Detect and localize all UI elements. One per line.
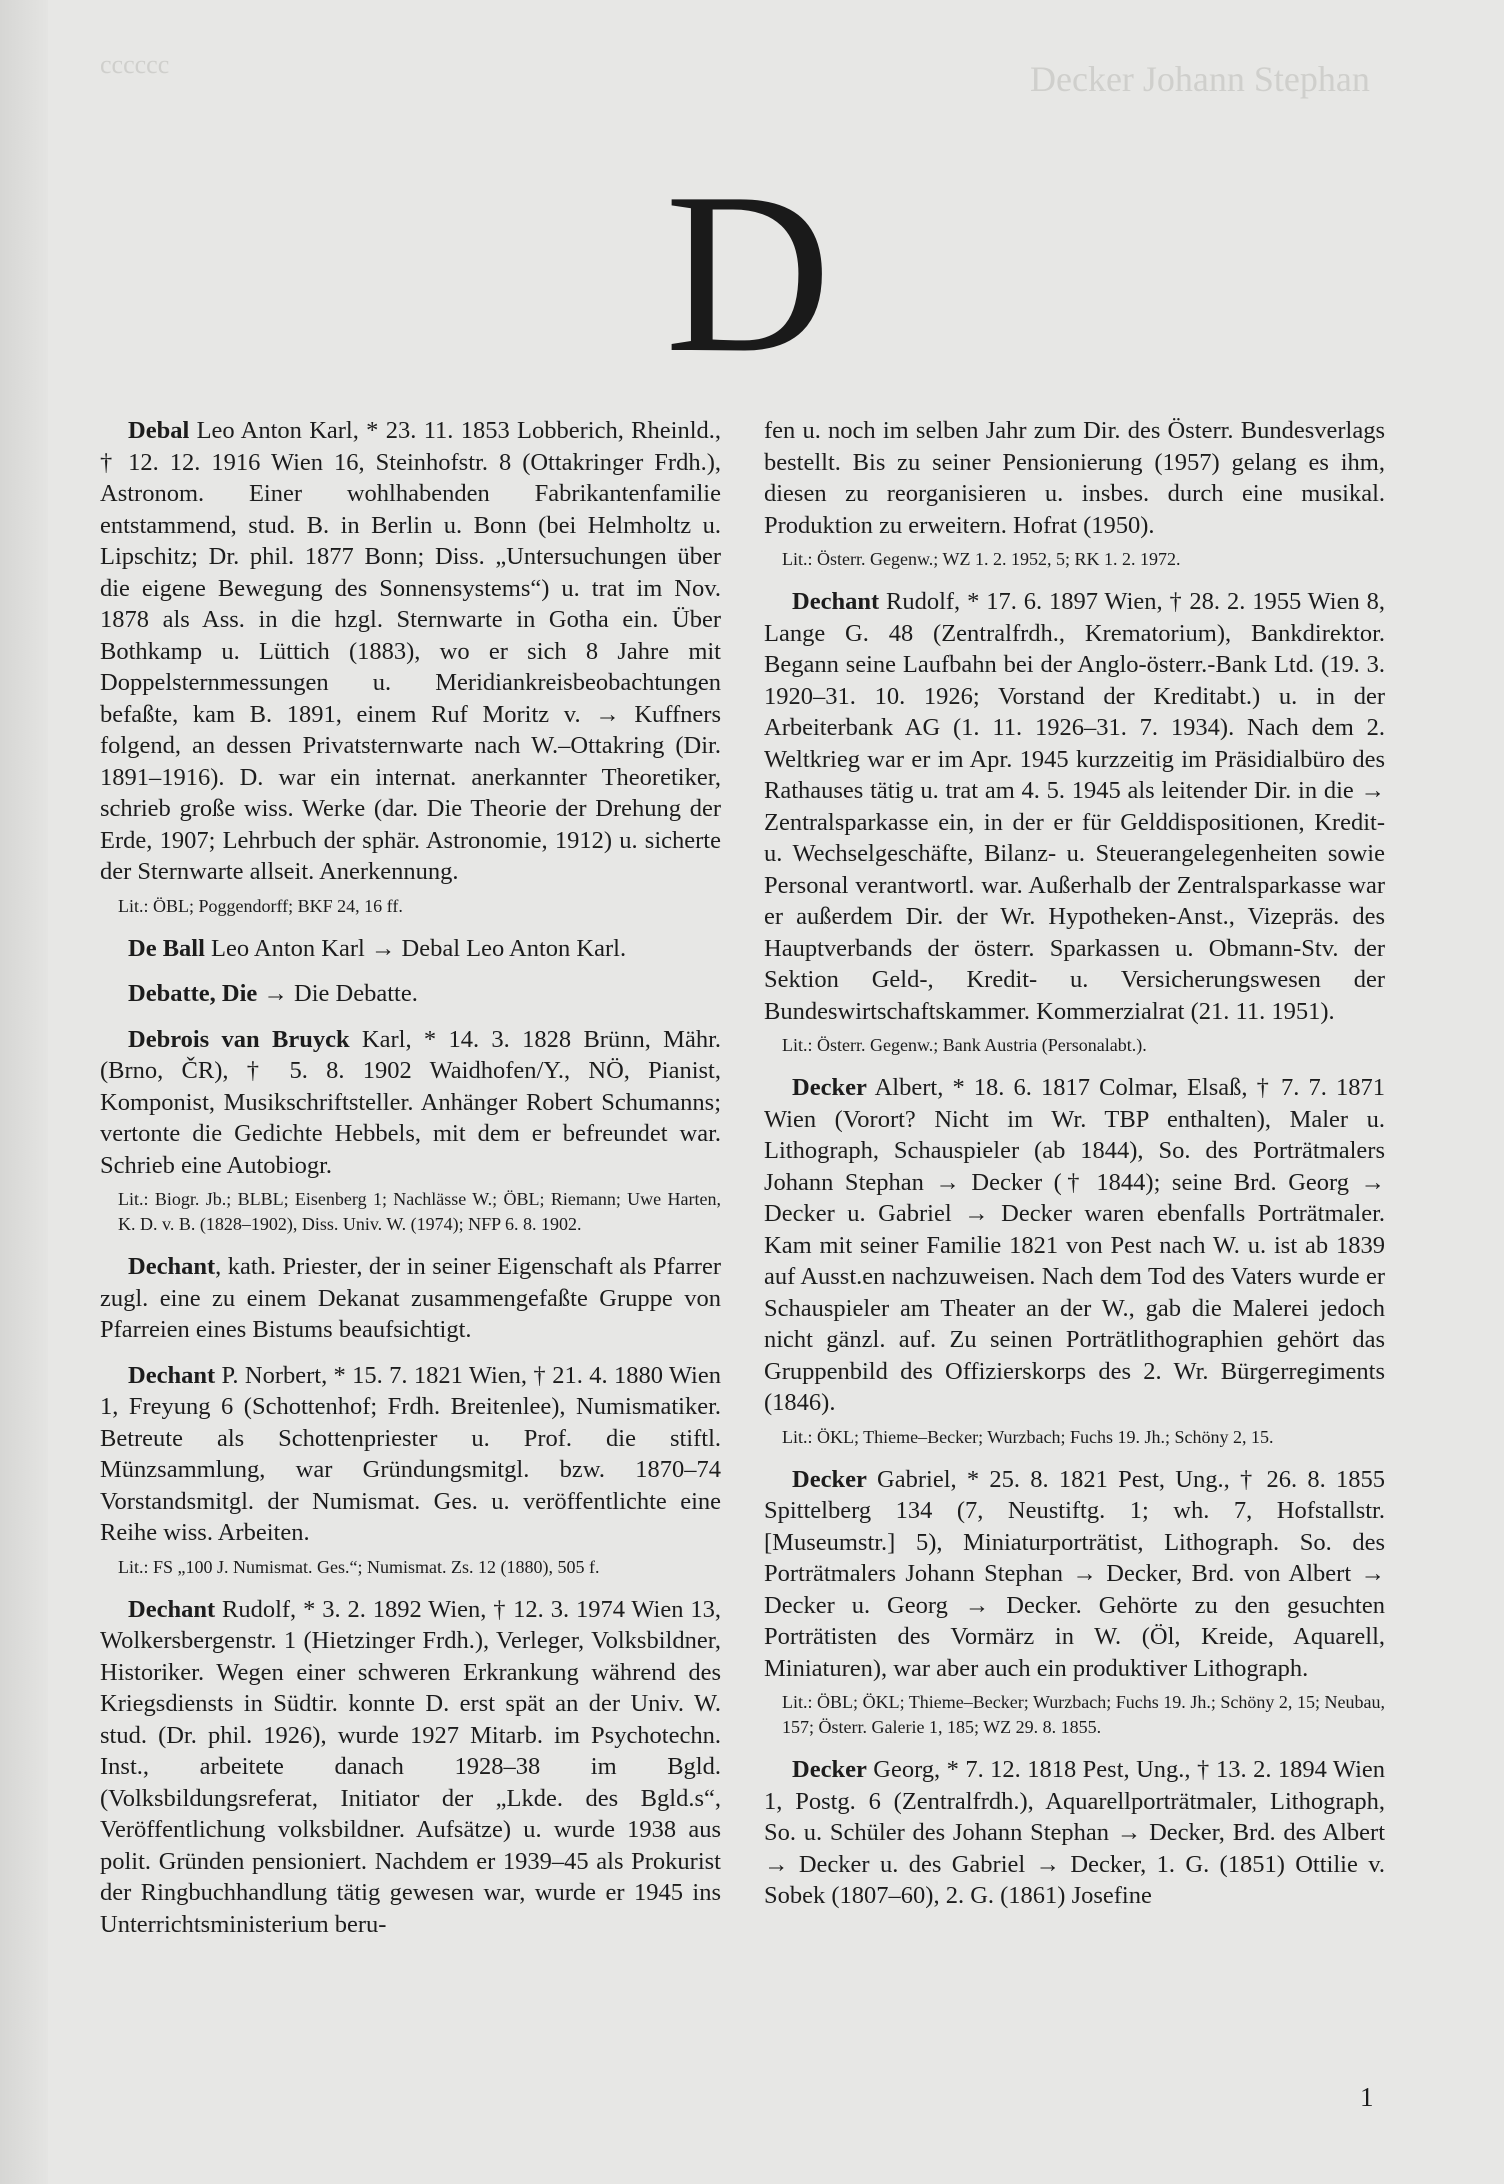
entry [100, 1594, 721, 1941]
headword: Dechant [792, 588, 880, 615]
right-column [764, 415, 1385, 1926]
entry-text: Georg, * 7. 12. 1818 Pest, Ung., † 13. 2. 1894 Wien 1, Postg. 6 (Zentralfrdh.), Aquarellporträtmaler, Lithograph, So. u. Schüler des Johann Stephan → Decker, Brd. des Albert → Decker u. des Gabriel → Decker, 1. G. (1851) Ottilie v. Sobek (1807–60), 2. G. (1861) Josefine [764, 1756, 1385, 1909]
entry-text: Albert, * 18. 6. 1817 Colmar, Elsaß, † 7. 7. 1871 Wien (Vorort? Nicht im Wr. TBP enthalten), Maler u. Lithograph, Schauspieler (ab 1844), So. des Porträtmalers Johann Stephan → Decker († 1844); seine Brd. Georg → Decker u. Gabriel → Decker waren ebenfalls Porträtmaler. Kam mit seiner Familie 1821 von Pest nach W. u. ist ab 1839 auf Ausst.en nachzuweisen. Nach dem Tod des Vaters wurde er Schauspieler am Theater an der W., gab die Malerei jedoch nicht gänzl. auf. Zu seinen Porträtlithographien gehört das Gruppenbild des Offizierskorps des 2. Wr. Bürgerregiments (1846). [764, 1074, 1385, 1416]
headword: Debal [128, 417, 190, 444]
entry [100, 415, 721, 919]
left-column [100, 415, 721, 1954]
entry [100, 1360, 721, 1580]
headword: Dechant [128, 1595, 216, 1623]
entry [100, 978, 721, 1010]
headword: De Ball [128, 934, 205, 962]
entry [764, 415, 1385, 572]
headword: Decker [792, 1465, 867, 1493]
entry-text: Leo Anton Karl, * 23. 11. 1853 Lobberich, Rheinld., † 12. 12. 1916 Wien 16, Steinhofstr. 8 (Ottakringer Frdh.), Astronom. Einer wohlhabenden Fabrikantenfamilie entstammend, stud. B. in Berlin u. Bonn (bei Helmholtz u. Lipschitz; Dr. phil. 1877 Bonn; Diss. „Untersuchungen über die eigene Bewegung des Sonnensystems“) u. trat im Nov. 1878 als Ass. in die hzgl. Sternwarte in Gotha ein. Über Bothkamp u. Lüttich (1883), wo er sich 8 Jahre mit Doppelsternmessungen u. Meridiankreisbeobachtungen befaßte, kam B. 1891, einem Ruf Moritz v. → Kuffners folgend, an dessen Privatsternwarte nach W.–Ottakring (Dir. 1891–1916). D. war ein internat. anerkannter Theoretiker, schrieb große wiss. Werke (dar. Die Theorie der Drehung der Erde, 1907; Lehrbuch der sphär. Astronomie, 1912) u. sicherte der Sternwarte allseit. Anerkennung. [100, 417, 721, 885]
entry-text: Gabriel, * 25. 8. 1821 Pest, Ung., † 26. 8. 1855 Spittelberg 134 (7, Neustiftg. 1; wh. 7, Hofstallstr. [Museumstr.] 5), Miniaturporträtist, Lithograph. So. des Porträtmalers Johann Stephan → Decker, Brd. von Albert → Decker u. Georg → Decker. Gehörte zu den gesuchten Porträtisten des Vormärz in W. (Öl, Kreide, Aquarell, Miniaturen), war aber auch ein produktiver Lithograph. [764, 1465, 1385, 1682]
entry-text: Karl, * 14. 3. 1828 Brünn, Mähr. (Brno, ČR), † 5. 8. 1902 Waidhofen/Y., NÖ, Pianist, Komponist, Musikschriftsteller. Anhänger Robert Schumanns; vertonte die Gedichte Hebbels, mit dem er befreundet war. Schrieb eine Autobiogr. [100, 1025, 722, 1179]
headword: Dechant [128, 1253, 216, 1280]
entry-literature: Lit.: Österr. Gegenw.; Bank Austria (Personalabt.). [782, 1035, 1147, 1055]
entry-text: fen u. noch im selben Jahr zum Dir. des Österr. Bundesverlags bestellt. Bis zu seiner Pensionierung (1957) gelang es ihm, diesen zu reorganisieren u. insbes. durch eine musikal. Produktion zu erweitern. Hofrat (1950). [764, 417, 1385, 539]
entry-text: → Die Debatte. [257, 980, 418, 1007]
headword: Dechant [128, 1361, 216, 1389]
entry-literature: Lit.: Österr. Gegenw.; WZ 1. 2. 1952, 5; RK 1. 2. 1972. [782, 549, 1181, 569]
entry [764, 586, 1385, 1058]
entry-text: P. Norbert, * 15. 7. 1821 Wien, † 21. 4. 1880 Wien 1, Freyung 6 (Schottenhof; Frdh. Breitenlee), Numismatiker. Betreute als Schottenpriester u. Prof. die stiftl. Münzsammlung, war Gründungsmitgl. bzw. 1870–74 Vorstandsmitgl. der Numismat. Ges. u. veröffentlichte eine Reihe wiss. Arbeiten. [100, 1361, 721, 1546]
headword: Decker [792, 1756, 867, 1783]
page-edge [0, 0, 48, 2184]
headword: Debrois van Bruyck [128, 1025, 350, 1053]
entry-literature: Lit.: ÖKL; Thieme–Becker; Wurzbach; Fuchs 19. Jh.; Schöny 2, 15. [782, 1426, 1274, 1447]
bleed-through-text: cccccc [100, 50, 170, 79]
headword: Debatte, Die [128, 980, 258, 1007]
entry-text: Rudolf, * 17. 6. 1897 Wien, † 28. 2. 1955 Wien 8, Lange G. 48 (Zentralfrdh., Krematorium), Bankdirektor. Begann seine Laufbahn bei der Anglo-österr.-Bank Ltd. (19. 3. 1920–31. 10. 1926; Vorstand der Kreditabt.) u. in der Arbeiterbank AG (1. 11. 1926–31. 7. 1934). Nach dem 2. Weltkrieg war er im Apr. 1945 kurzzeitig im Präsidialbüro des Rathauses tätig u. trat am 4. 5. 1945 als leitender Dir. in die → Zentralsparkasse ein, in der er für Gelddispositionen, Kredit- u. Wechselgeschäfte, Bilanz- u. Steuerangelegenheiten sowie Personal verantwortl. war. Außerhalb der Zentralsparkasse war er außerdem Dir. der Wr. Hypotheken-Anst., Vizepräs. des Hauptverbands der österr. Sparkassen u. Obmann-Stv. der Sektion Geld-, Kredit- u. Versicherungswesen der Bundeswirtschaftskammer. Kommerzialrat (21. 11. 1951). [764, 588, 1385, 1025]
entry [764, 1072, 1385, 1450]
entry-literature: Lit.: ÖBL; Poggendorff; BKF 24, 16 ff. [118, 895, 403, 916]
entry [100, 1024, 721, 1238]
section-letter: D [665, 145, 832, 400]
entry-text: Rudolf, * 3. 2. 1892 Wien, † 12. 3. 1974 Wien 13, Wolkersbergenstr. 1 (Hietzinger Frdh.), Verleger, Volksbildner, Historiker. Wegen einer schweren Erkrankung während des Kriegsdiensts in Südtir. konnte D. erst spät an der Univ. W. stud. (Dr. phil. 1926), wurde 1927 Mitarb. im Psychotechn. Inst., arbeitete danach 1928–38 im Bgld. (Volksbildungsreferat, Initiator der „Lkde. des Bgld.s“, Veröffentlichung volksbildner. Aufsätze) u. wurde 1938 aus polit. Gründen pensioniert. Nachdem er 1939–45 als Prokurist der Ringbuchhandlung tätig gewesen war, wurde er 1945 ins Unterrichtsministerium beru- [100, 1595, 721, 1938]
headword: Decker [792, 1074, 867, 1101]
page-number: 1 [1360, 2082, 1374, 2112]
entry-text: , kath. Priester, der in seiner Eigenschaft als Pfarrer zugl. eine zu einem Dekanat zusammengefaßte Gruppe von Pfarreien eines Bistums beaufsichtigt. [100, 1253, 721, 1343]
entry-literature: Lit.: FS „100 J. Numismat. Ges.“; Numismat. Zs. 12 (1880), 505 f. [118, 1556, 600, 1577]
entry [100, 933, 721, 965]
entry [764, 1754, 1385, 1912]
entry-literature: Lit.: ÖBL; ÖKL; Thieme–Becker; Wurzbach; Fuchs 19. Jh.; Schöny 2, 15; Neubau, 157; Österr. Galerie 1, 185; WZ 29. 8. 1855. [782, 1692, 1385, 1737]
entry-literature: Lit.: Biogr. Jb.; BLBL; Eisenberg 1; Nachlässe W.; ÖBL; Riemann; Uwe Harten, K. D. v. B. (1828–1902), Diss. Univ. W. (1974); NFP 6. 8. 1902. [118, 1189, 721, 1234]
bleed-through-heading: Decker Johann Stephan [1030, 59, 1370, 99]
entry-text: Leo Anton Karl → Debal Leo Anton Karl. [204, 934, 627, 962]
entry [100, 1251, 721, 1346]
entry [764, 1464, 1385, 1741]
